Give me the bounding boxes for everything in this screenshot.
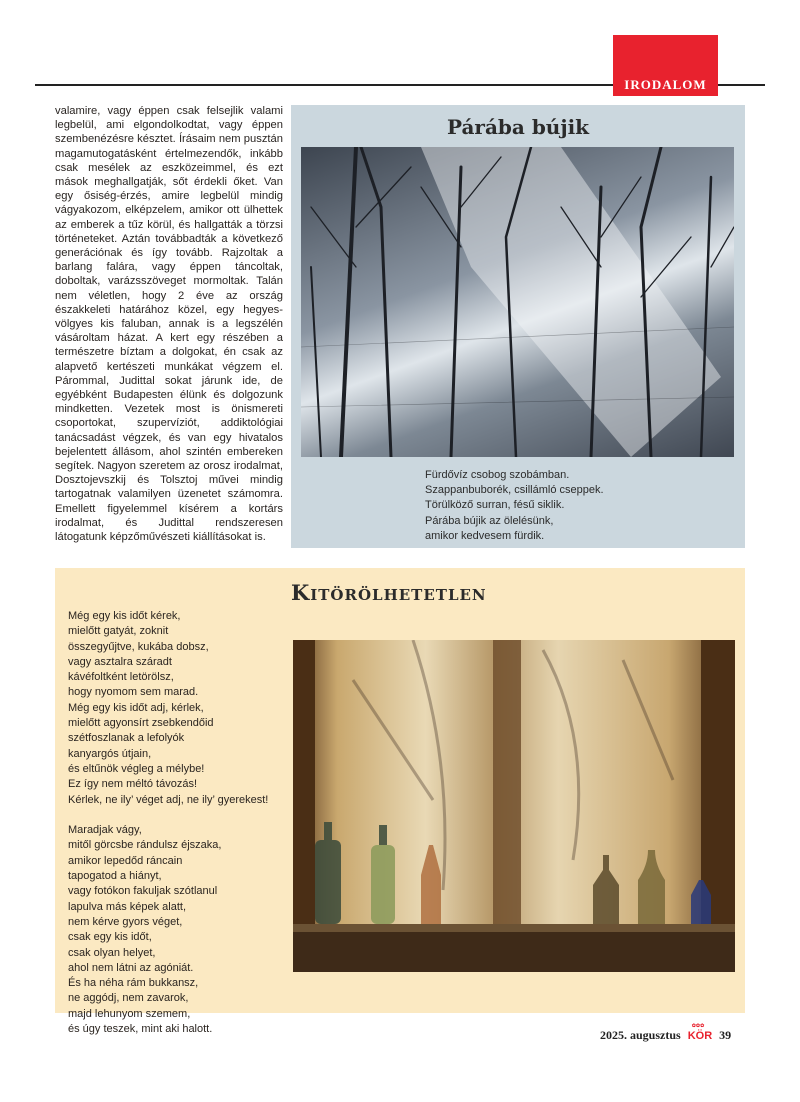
prose-column: valamire, vagy éppen csak felsejlik valami legbelül, ami elgondolkodtat, vagy éppen szembenézésre késztet. Írásaim nem pusztán magamutogatásként értelmezendők, inkább csak mesélek az eszközeimmel, és ezt mások meghallgatják, sőt érdekli őket. Van egy ősiség-érzés, amire legbelül mindig vágyakozom, elképzelem, amikor ott ülhettek az emberek a tűz körül, és hallgatták a törzsi történeteket. Aztán továbbadták a következő generációnak és így tovább. Rajzoltak a barlang falára, vagy éppen táncoltak, doboltak, varázsszöveget mormoltak. Talán nem véletlen, hogy 2 éve az ország északkeleti határához közel, egy hegyes-völgyes kis faluban, annak is a legszélén vásároltam házat. A kert egy részében a természetre bíztam a dolgokat, én csak az alapvető kertészeti munkákat végzem el. Párommal, Judittal sokat járunk ide, de egyébként Budapesten élünk és dolgozunk mindketten. Vezetek most is önismereti csoportokat, szupervíziót, addiktológiai tanácsadást végzek, és van egy hivatalos bejelentett állásom, ahol szintén embereken segítek. Nagyon szeretem az orosz irodalmat, Dosztojevszkij és Tolsztoj művei mindig tartogatnak valamilyen üzenetet számomra. Emellett figyelemmel kísérem a kortárs irodalmat, és Judittal rendszeresen látogatunk képzőművészeti kiállításokat is. xyxy=(55,105,283,544)
poem-line: nem kérve gyors véget, xyxy=(68,915,183,928)
poem-line: amikor kedvesem fürdik. xyxy=(425,529,545,542)
poem-line: És ha néha rám bukkansz, xyxy=(68,977,199,990)
poem-line: csak egy kis időt, xyxy=(68,931,152,944)
poem-line: kávéfoltként letörölsz, xyxy=(68,671,174,684)
trees-illustration xyxy=(301,147,734,457)
section-tag xyxy=(613,35,718,96)
poem-line: csak olyan helyet, xyxy=(68,946,156,959)
poem-line: mielőtt agyonsírt zsebkendőid xyxy=(68,717,214,730)
poem-line: ahol nem látni az agóniát. xyxy=(68,961,194,974)
magazine-logo: ✿✿✿ KÖR xyxy=(687,1023,713,1042)
poem-line: Ez így nem méltó távozás! xyxy=(68,778,197,791)
stanza-break xyxy=(68,808,268,823)
poem-line: vagy fotókon fakuljak szótlanul xyxy=(68,885,218,898)
poem-line: tapogatod a hiányt, xyxy=(68,870,162,883)
poem-line: vagy asztalra száradt xyxy=(68,655,172,668)
page-footer xyxy=(600,1023,760,1043)
poem-line: összegyűjtve, kukába dobsz, xyxy=(68,640,209,653)
poem-line: mielőtt gatyát, zoknit xyxy=(68,625,169,638)
photo-bottles-window xyxy=(293,640,735,972)
poem-line: Fürdővíz csobog szobámban. xyxy=(425,469,570,481)
poem-box-paraba-bujik xyxy=(291,105,745,548)
poem-title: Párába bújik xyxy=(446,115,590,139)
poem-line: majd lehunyom szemem, xyxy=(68,1007,191,1020)
poem-text xyxy=(68,609,268,1037)
section-label: IRODALOM xyxy=(613,77,718,93)
poem-line: Törülköző surran, fésű siklik. xyxy=(425,499,565,512)
poem-line: Maradjak vágy, xyxy=(68,824,142,837)
poem-line: Párába bújik az ölelésünk, xyxy=(425,514,554,527)
issue-date: 2025. augusztus xyxy=(600,1028,681,1042)
photo-trees-window-reflection xyxy=(301,147,734,457)
poem-line: és eltűnök végleg a mélybe! xyxy=(68,762,205,775)
page-number: 39 xyxy=(719,1028,732,1042)
poem-line: Még egy kis időt adj, kérlek, xyxy=(68,701,204,714)
poem-line: Még egy kis időt kérek, xyxy=(68,610,181,622)
poem-text xyxy=(425,468,604,544)
poem-line: Kérlek, ne ily’ véget adj, ne ily’ gyerekest! xyxy=(68,793,269,806)
poem-line: kanyargós útjain, xyxy=(68,747,152,760)
bottles-illustration xyxy=(293,640,735,972)
poem-line: és úgy teszek, mint aki halott. xyxy=(68,1023,213,1036)
poem-line: hogy nyomom sem marad. xyxy=(68,686,199,699)
poem-title: Kitörölhetetlen xyxy=(291,580,487,605)
poem-line: ne aggódj, nem zavarok, xyxy=(68,992,189,1005)
poem-line: lapulva más képek alatt, xyxy=(68,900,187,913)
poem-line: amikor lepedőd ráncain xyxy=(68,854,183,867)
poem-line: mitől görcsbe rándulsz éjszaka, xyxy=(68,839,222,852)
poem-line: szétfoszlanak a lefolyók xyxy=(68,732,185,745)
poem-line: Szappanbuborék, csillámló cseppek. xyxy=(425,484,604,497)
